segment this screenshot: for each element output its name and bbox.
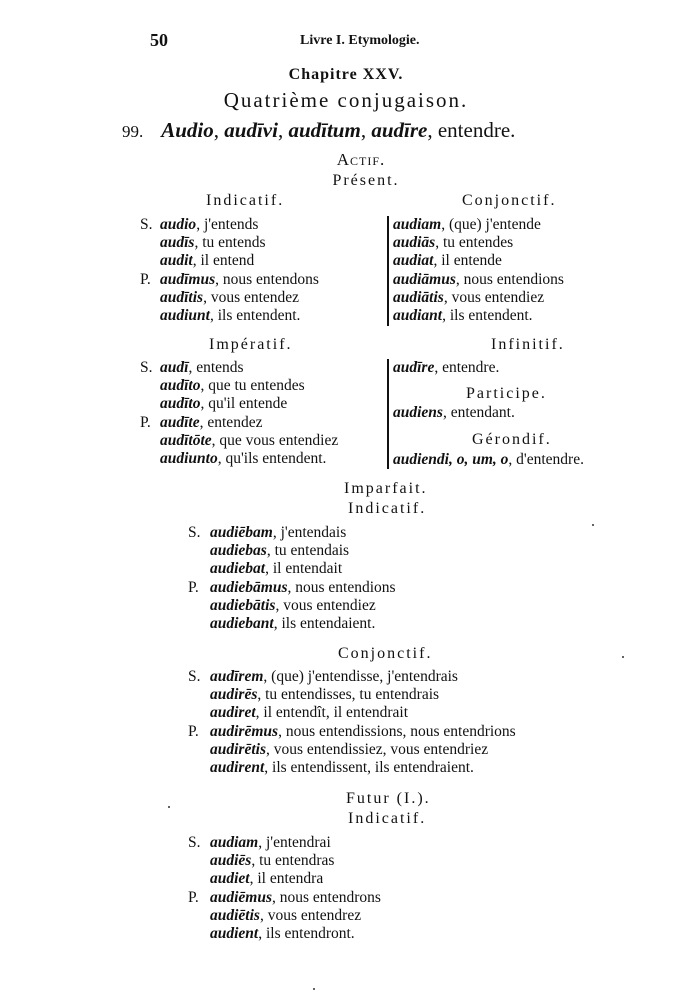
imparfait-indicatif-list — [188, 524, 396, 633]
latin-form: audiās — [393, 234, 436, 252]
french-translation: , (que) j'entende — [441, 216, 541, 233]
conjugation-row — [140, 289, 319, 307]
conjugation-row — [188, 579, 396, 597]
latin-form: audīs — [160, 234, 195, 252]
present-conjonctif-heading: Conjonctif. — [462, 192, 557, 209]
latin-form: audiunt — [160, 306, 210, 324]
chapter-title: Chapitre XXV. — [288, 66, 404, 83]
person-marker: P. — [188, 722, 199, 740]
french-translation: , ils entendissent, ils entendraient. — [264, 758, 474, 776]
latin-form: audiat — [393, 252, 434, 270]
french-translation: , nous entendrons — [272, 888, 381, 906]
latin-form: audiebat — [210, 560, 266, 578]
latin-form: audit — [160, 252, 193, 270]
french-translation: , qu'il entende — [200, 395, 288, 413]
latin-form: audītis — [160, 288, 204, 306]
french-translation: , nous entendions — [455, 270, 564, 288]
french-translation: , il entende — [433, 252, 502, 270]
conjugation-row — [188, 524, 396, 542]
latin-form: audiebant — [210, 614, 274, 632]
infinitif-form — [393, 359, 499, 377]
imperatif-list — [140, 359, 338, 468]
french-translation: , (que) j'entendisse, j'entendrais — [263, 668, 458, 685]
principal-part: Audio — [161, 118, 214, 142]
latin-form: audirent — [210, 758, 265, 776]
french-translation: , qu'ils entendent. — [217, 449, 327, 467]
conjugation-row — [188, 925, 381, 943]
conjugation-row — [188, 870, 381, 888]
french-translation: , que vous entendiez — [211, 431, 339, 449]
present-conjonctif-list — [393, 216, 564, 325]
imparfait-conjonctif-heading: Conjonctif. — [338, 645, 433, 662]
principal-part-sep: , — [360, 118, 372, 142]
paradigm-translation: entendre. — [437, 118, 516, 142]
french-translation: , j'entendrai — [258, 834, 331, 851]
latin-form: audīmus — [160, 270, 216, 288]
person-marker: S. — [140, 216, 153, 233]
french-translation: , ils entendaient. — [273, 614, 376, 632]
conjugation-row — [188, 615, 396, 633]
tense-present-title: Présent. — [332, 172, 400, 189]
latin-form: audiant — [393, 306, 443, 324]
person-marker: P. — [140, 413, 151, 431]
conjugation-row — [188, 889, 381, 907]
latin-form: audiēs — [210, 852, 252, 870]
conjugation-row — [393, 289, 564, 307]
conjugation-row — [188, 668, 516, 686]
conjugation-row — [188, 542, 396, 560]
running-title: Livre I. Etymologie. — [300, 33, 420, 48]
french-translation: , il entendît, il entendrait — [255, 704, 409, 722]
principal-part: audīvi — [224, 118, 278, 142]
conjugation-row — [188, 597, 396, 615]
principal-part-sep: , — [427, 118, 438, 142]
imparfait-indicatif-heading: Indicatif. — [348, 500, 427, 517]
person-marker: S. — [188, 834, 201, 851]
french-translation: , j'entends — [196, 216, 259, 233]
column-divider — [387, 359, 389, 469]
french-translation: , entends — [188, 359, 244, 376]
paradigm-number: 99. — [122, 122, 144, 141]
voice-label: Actif. — [336, 150, 386, 169]
conjugation-row — [188, 852, 381, 870]
latin-form: audītōte — [160, 431, 212, 449]
french-translation: , tu entendras — [251, 852, 335, 870]
conjugation-row — [393, 307, 564, 325]
latin-form: audīte — [160, 413, 200, 431]
conjugation-row — [393, 216, 564, 234]
french-translation: , d'entendre. — [508, 451, 584, 468]
conjugation-row — [140, 450, 338, 468]
conjugation-row — [188, 560, 396, 578]
latin-form: audiēmus — [210, 888, 273, 906]
conjugation-row — [140, 395, 338, 413]
present-indicatif-heading: Indicatif. — [206, 192, 285, 209]
french-translation: , vous entendrez — [259, 906, 362, 924]
latin-form: audio — [160, 216, 197, 233]
latin-form: audiebāmus — [210, 578, 288, 596]
imparfait-conjonctif-list — [188, 668, 516, 777]
french-translation: , entendre. — [434, 359, 500, 376]
french-translation: , vous entendez — [203, 288, 300, 306]
conjugation-row — [140, 414, 338, 432]
french-translation: , vous entendissiez, vous entendriez — [265, 740, 489, 758]
scan-speck — [592, 524, 594, 526]
french-translation: , j'entendais — [272, 524, 347, 541]
latin-form: audī — [160, 359, 189, 376]
latin-form: audiam — [210, 834, 259, 851]
french-translation: , ils entendent. — [209, 306, 301, 324]
principal-part: audītum — [288, 118, 361, 142]
french-translation: , ils entendent. — [442, 306, 533, 324]
french-translation: , il entend — [192, 252, 255, 270]
latin-form: audiātis — [393, 288, 444, 306]
latin-form: audiunto — [160, 449, 218, 467]
conjugation-row — [140, 234, 319, 252]
latin-form: audient — [210, 924, 259, 942]
conjugation-row — [188, 723, 516, 741]
futur-indicatif-heading: Indicatif. — [348, 810, 427, 827]
conjugation-row — [140, 252, 319, 270]
latin-form: audiam — [393, 216, 442, 233]
tense-futur-title: Futur (I.). — [346, 790, 431, 807]
scan-speck — [622, 656, 624, 658]
gerondif-heading: Gérondif. — [472, 431, 552, 448]
latin-form: audiret — [210, 704, 256, 722]
french-translation: , nous entendons — [215, 270, 319, 288]
conjugation-row — [140, 216, 319, 234]
chapter-subtitle: Quatrième conjugaison. — [223, 88, 469, 112]
french-translation: , tu entendais — [266, 542, 350, 560]
french-translation: , entendant. — [442, 404, 515, 421]
principal-part-sep: , — [213, 118, 225, 142]
french-translation: , que tu entendes — [200, 377, 305, 395]
person-marker: P. — [188, 578, 199, 596]
principal-part: audīre — [371, 118, 428, 142]
principal-part-sep: , — [277, 118, 289, 142]
person-marker: S. — [188, 524, 201, 541]
tense-imparfait-title: Imparfait. — [344, 480, 428, 497]
conjugation-row — [188, 759, 516, 777]
french-translation: , tu entends — [194, 234, 266, 252]
person-marker: P. — [188, 888, 199, 906]
french-translation: , nous entendions — [287, 578, 396, 596]
latin-form: audīre — [393, 359, 435, 376]
conjugation-row — [188, 907, 381, 925]
gerondif-form — [393, 451, 584, 469]
french-translation: , il entendait — [265, 560, 343, 578]
conjugation-row — [188, 686, 516, 704]
french-translation: , il entendra — [249, 870, 324, 888]
conjugation-row — [393, 252, 564, 270]
conjugation-row — [140, 307, 319, 325]
french-translation: , entendez — [199, 413, 263, 431]
conjugation-row — [140, 359, 338, 377]
conjugation-row — [140, 432, 338, 450]
french-translation: , nous entendissions, nous entendrions — [278, 722, 516, 740]
latin-form: audiēbam — [210, 524, 273, 541]
latin-form: audīto — [160, 377, 201, 395]
conjugation-row — [188, 741, 516, 759]
participe-form — [393, 404, 515, 422]
conjugation-row — [188, 834, 381, 852]
french-translation: , ils entendront. — [258, 924, 355, 942]
latin-form: audiens — [393, 404, 443, 421]
french-translation: , vous entendiez — [275, 596, 376, 614]
infinitif-heading: Infinitif. — [491, 336, 565, 353]
person-marker: S. — [140, 359, 153, 376]
latin-form: audiebas — [210, 542, 267, 560]
latin-form: audiendi, o, um, o — [393, 451, 509, 468]
latin-form: audirētis — [210, 740, 266, 758]
participe-heading: Participe. — [466, 385, 547, 402]
latin-form: audiebātis — [210, 596, 276, 614]
conjugation-row — [393, 271, 564, 289]
conjugation-row — [140, 377, 338, 395]
paradigm-line — [122, 118, 515, 144]
conjugation-row — [188, 704, 516, 722]
latin-form: audīrem — [210, 668, 264, 685]
scan-speck — [168, 806, 170, 808]
french-translation: , tu entendisses, tu entendrais — [257, 686, 440, 704]
present-indicatif-list — [140, 216, 319, 325]
french-translation: , tu entendes — [435, 234, 514, 252]
latin-form: audīto — [160, 395, 201, 413]
person-marker: S. — [188, 668, 201, 685]
person-marker: P. — [140, 270, 151, 288]
latin-form: audiāmus — [393, 270, 456, 288]
scan-speck — [313, 988, 315, 990]
column-divider — [387, 216, 389, 326]
conjugation-row — [393, 234, 564, 252]
futur-indicatif-list — [188, 834, 381, 943]
latin-form: audiētis — [210, 906, 260, 924]
latin-form: audirēmus — [210, 722, 279, 740]
latin-form: audirēs — [210, 686, 258, 704]
page-number: 50 — [150, 30, 168, 50]
conjugation-row — [140, 271, 319, 289]
latin-form: audiet — [210, 870, 250, 888]
imperatif-heading: Impératif. — [209, 336, 293, 353]
french-translation: , vous entendiez — [443, 288, 545, 306]
